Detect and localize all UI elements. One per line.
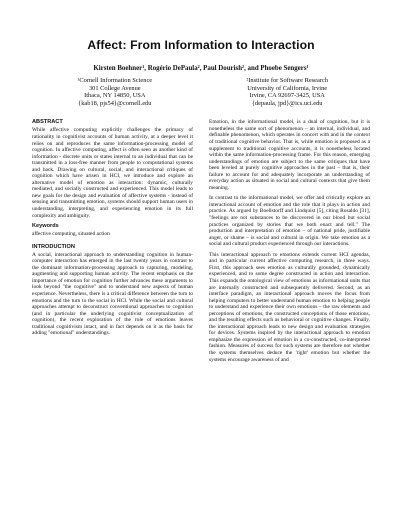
affiliation-email: {kab18, pjs54}@cornell.edu (78, 99, 152, 107)
keywords-text: affective computing, situated action (32, 231, 110, 238)
body-paragraph: In contrast to the informational model, we offer and critically explore an interactional account of emotion and the role that it plays in action and practice. As argued by Boellstorff and Lindquist [5], citing Rosaldo [31], "feelings are not substances to be discovered in our blood but social practices organized by stories that we both enact and tell." The production and interpretation of emotion – of national pride, justifiable anger, or shame – is social and cultural in origin. We take emotion as a social and cultural product experienced through our interactions. (209, 195, 370, 248)
affiliation-email: {depaula, jpd}@ics.uci.edu (251, 99, 323, 107)
affiliation-line: ¹Cornell Information Science (77, 77, 153, 84)
body-paragraph: This interactional approach to emotions extends current HCI agendas, and in particular current affective computing research, in three ways. First, this approach sees emotion as culturally grounded, dynamically experienced, and to some degree constructed in action and interaction. This expands the ontological view of emotions as informational units that are internally constructed and subsequently delivered. Second, as an interface paradigm, an interactional approach moves the focus from helping computers to better understand human emotion to helping people to understand and experience their own emotions – the raw elements and perceptions of emotions, the constructed conceptions of those emotions, and the resulting effects such as behavioral or cognitive changes. Finally, the interactional approach leads to new design and evaluation strategies for devices. Systems inspired by the interactional approach to emotion emphasize the expression of emotion in a co-constructed, co-interpreted fashion. Measures of success for such systems are therefore not whether the systems themselves deduce the 'right' emotion but whether the systems encourage awareness of and (209, 251, 370, 363)
affiliations (32, 77, 370, 107)
introduction-text: A social, interactional approach to understanding cognition in human-computer interaction has emerged in the last twenty years in contrast to the dominant information-processing approach to capturing, modeling, augmenting and supporting human activity. The recent emphasis on the importance of emotion for cognition further advances these arguments to look beyond "the cognitive" and to understand new aspects of human experience. Nevertheless, there is a critical difference between the turn to emotions and the turn to the social in HCI. While the social and cultural approaches attempt to deconstruct conventional approaches to cognition (and in particular the underlying cognitivist conceptualization of cognition), the recent exploration of the role of emotions leaves traditional cognitivism intact, and in fact depends on it as the basis for adding "emotional" understandings. (32, 251, 193, 337)
right-column (209, 119, 370, 367)
affiliation-uci (204, 77, 370, 107)
affiliation-line: ²Institute for Software Research (246, 77, 328, 84)
introduction-heading: INTRODUCTION (32, 243, 75, 250)
body-columns (32, 119, 370, 367)
body-paragraph: Emotion, in the informational model, is a dual of cognition, but it is nonetheless the same sort of phenomenon – an internal, individual, and definable phenomenon, which operates in concert with and in the context of traditional cognitive behavior. That is, while emotion is proposed as a supplement to traditional cognitive accounts, it is nonetheless located within the same information-processing frame. For this reason, emerging understandings of emotion are subject to the same critiques that have been leveled at purely cognitive approaches in the past – that is, their failure to account for and adequately incorporate an understanding of everyday action as situated in social and cultural contexts that give them meaning. (209, 119, 370, 191)
abstract-heading: ABSTRACT (32, 119, 63, 126)
keywords-heading: Keywords (32, 223, 59, 230)
affiliation-line: 301 College Avenue (88, 84, 141, 92)
affiliation-line: Irvine, CA 92697-3425, USA (249, 92, 325, 100)
paper-title: Affect: From Information to Interaction (87, 38, 315, 52)
affiliation-cornell (32, 77, 198, 107)
left-column (32, 119, 193, 367)
author-list: Kirsten Boehner¹, Rogério DePaula², Paul Dourish², and Phoebe Sengers¹ (93, 65, 309, 72)
affiliation-line: University of California, Irvine (247, 84, 328, 92)
affiliation-line: Ithaca, NY 14850, USA (84, 92, 146, 100)
abstract-text: While affective computing explicitly challenges the primacy of rationality in cognitivist accounts of human activity, at a deeper level it relies on and reproduces the same information-processing model of cognition. In affective computing, affect is often seen as another kind of information - discrete units or states internal to an individual that can be transmitted in a loss-free manner from people to computational systems and back. Drawing on cultural, social, and interactional critiques of cognition which have arisen in HCI, we introduce and explore an alternative model of emotion as interaction: dynamic, culturally mediated, and socially constructed and experienced. This model leads to new goals for the design and evaluation of affective systems - instead of sensing and transmitting emotion, systems should support human users in understanding, interpreting, and experiencing emotion in its full complexity and ambiguity. (32, 127, 193, 219)
